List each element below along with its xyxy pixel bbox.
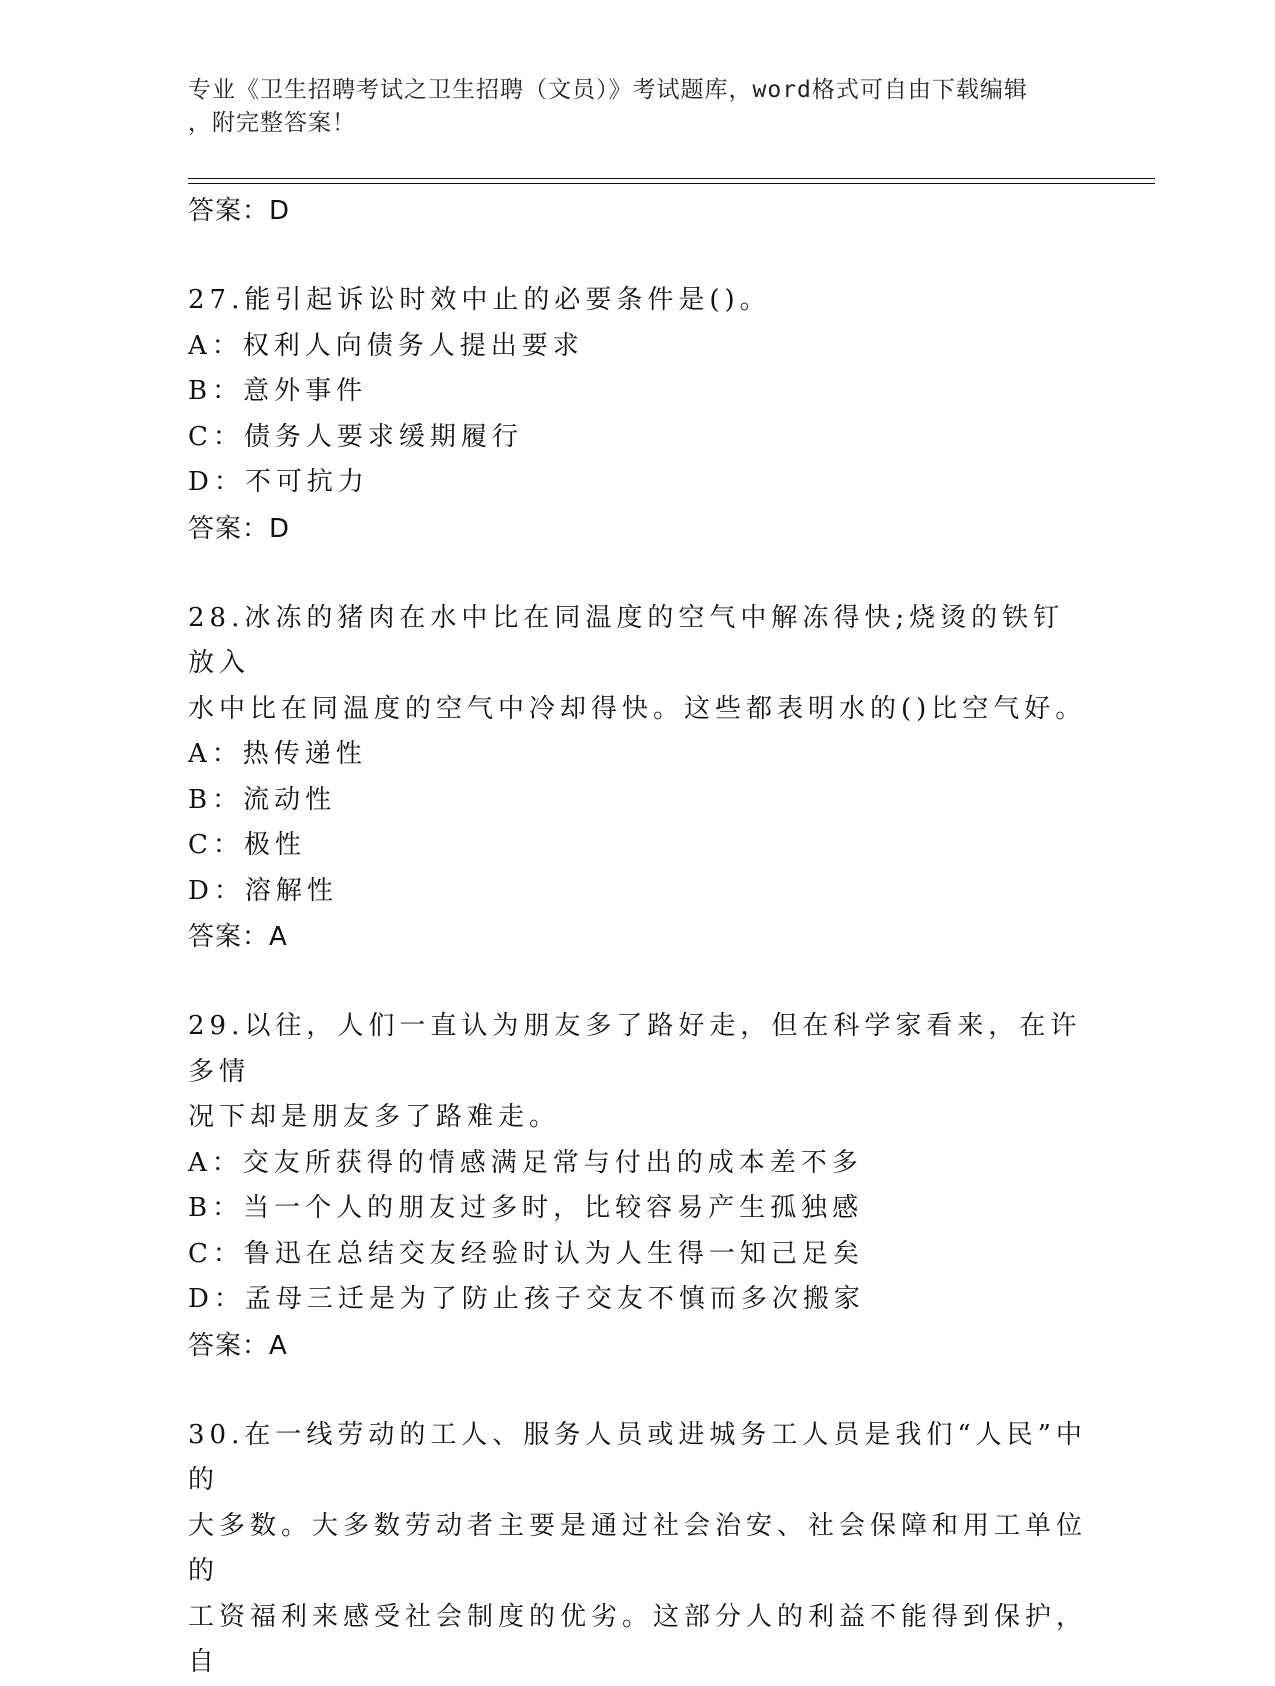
question-text-line-1: 29.以往，人们一直认为朋友多了路好走，但在科学家看来，在许多情 <box>188 1011 1082 1087</box>
answer: 答案：A <box>188 1330 288 1361</box>
option-a: A：权利人向债务人提出要求 <box>188 330 584 361</box>
option-b: B：当一个人的朋友过多时，比较容易产生孤独感 <box>188 1193 864 1223</box>
header-line-2: ，附完整答案！ <box>188 110 356 136</box>
header-line-1: 专业《卫生招聘考试之卫生招聘（文员）》考试题库，word格式可自由下载编辑 <box>188 77 1028 103</box>
option-b: B：流动性 <box>188 784 337 815</box>
question-text-line-2: 水中比在同温度的空气中冷却得快。这些都表明水的()比空气好。 <box>188 693 1087 724</box>
question-text-line-1: 30.在一线劳动的工人、服务人员或进城务工人员是我们“人民”中的 <box>188 1419 1087 1495</box>
question-29 <box>188 1004 1088 1369</box>
question-text-line-2: 大多数。大多数劳动者主要是通过社会治安、社会保障和用工单位的 <box>188 1510 1088 1586</box>
answer: 答案：D <box>188 513 291 544</box>
answer: 答案：A <box>188 922 288 952</box>
header-rule-top <box>188 178 1155 179</box>
document-body <box>188 188 1088 1686</box>
document-header <box>188 74 1068 140</box>
option-d: D：溶解性 <box>188 875 338 906</box>
question-text-line-1: 28.冰冻的猪肉在水中比在同温度的空气中解冻得快;烧烫的铁钉放入 <box>188 602 1065 678</box>
question-text-line-2: 况下却是朋友多了路难走。 <box>188 1102 561 1132</box>
question-text-line-3: 工资福利来感受社会制度的优劣。这部分人的利益不能得到保护，自 <box>188 1601 1088 1677</box>
question-27 <box>188 278 1088 552</box>
question-28 <box>188 596 1088 961</box>
question-30 <box>188 1413 1088 1686</box>
answer-26: 答案：D <box>188 196 291 226</box>
option-b: B：意外事件 <box>188 376 368 406</box>
option-c: C：极性 <box>188 830 306 860</box>
option-d: D：孟母三迁是为了防止孩子交友不慎而多次搬家 <box>188 1284 865 1314</box>
option-d: D：不可抗力 <box>188 467 369 497</box>
option-c: C：债务人要求缓期履行 <box>188 421 523 452</box>
option-a: A：热传递性 <box>188 739 367 769</box>
header-rule-bottom <box>188 183 1155 184</box>
option-c: C：鲁迅在总结交友经验时认为人生得一知己足矣 <box>188 1238 864 1269</box>
question-text: 27.能引起诉讼时效中止的必要条件是()。 <box>188 285 771 315</box>
option-a: A：交友所获得的情感满足常与付出的成本差不多 <box>188 1147 863 1178</box>
